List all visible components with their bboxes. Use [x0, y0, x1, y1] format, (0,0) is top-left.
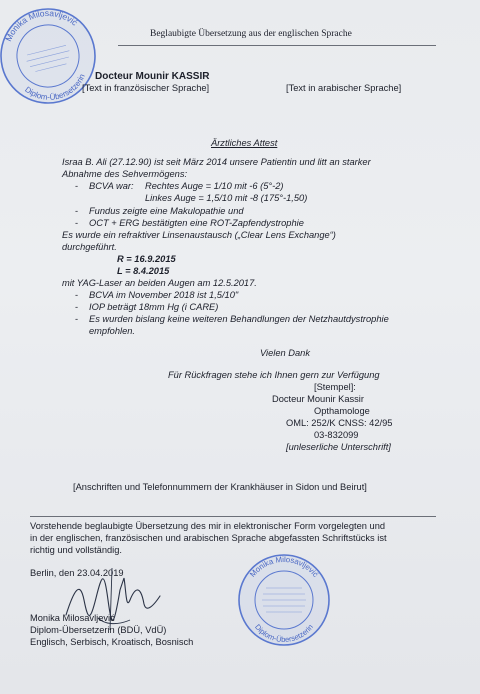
- seal-top-graphic: [0, 0, 111, 119]
- no-treatment-line-1: Es wurden bislang keine weiteren Behandlungen der Netzhautdystrophie: [89, 314, 389, 324]
- header-rule: [118, 45, 436, 46]
- bullet-fundus: -: [75, 206, 79, 216]
- bullet-iop: -: [75, 302, 79, 312]
- translator-languages: Englisch, Serbisch, Kroatisch, Bosnisch: [30, 637, 194, 647]
- bcva-right-eye: Rechtes Auge = 1/10 mit -6 (5°-2): [145, 181, 284, 191]
- bcva-nov-text: BCVA im November 2018 ist 1,5/10": [89, 290, 239, 300]
- translator-seal-top: [0, 0, 111, 119]
- seal-top-upper-text: Monika Milosavljević: [3, 7, 80, 43]
- bcva-label: BCVA war:: [89, 181, 134, 191]
- doctor-specialty: Opthamologe: [314, 406, 370, 416]
- thanks-text: Vielen Dank: [260, 348, 310, 358]
- no-treatment-line-2: empfohlen.: [89, 326, 135, 336]
- bcva-left-eye: Linkes Auge = 1,5/10 mit -8 (175°-1,50): [145, 193, 308, 203]
- right-eye-date: R = 16.9.2015: [117, 254, 176, 264]
- seal-bottom-lower-text: Diplom-Übersetzerin: [253, 622, 315, 645]
- questions-text: Für Rückfragen stehe ich Ihnen gern zur Verfügung: [168, 370, 380, 380]
- yag-text: mit YAG-Laser an beiden Augen am 12.5.2017.: [62, 278, 257, 288]
- header-title: Beglaubigte Übersetzung aus der englischen Sprache: [150, 29, 352, 39]
- certification-rule: [30, 516, 436, 517]
- seal-bottom-graphic: [236, 552, 332, 648]
- translator-name: Monika Milosavljević: [30, 613, 115, 623]
- oct-text: OCT + ERG bestätigten eine ROT-Zapfendystrophie: [89, 218, 304, 228]
- doctor-registration: OML: 252/K CNSS: 42/95: [286, 418, 393, 428]
- body-line-1: Israa B. Ali (27.12.90) ist seit März 2014 unsere Patientin und litt an starker: [62, 157, 371, 167]
- bullet-no-treatment: -: [75, 314, 79, 324]
- signature-note: [unleserliche Unterschrift]: [286, 442, 391, 452]
- bullet-bcva: -: [75, 181, 79, 191]
- certification-line-3: richtig und vollständig.: [30, 545, 122, 555]
- seal-bottom-upper-text: Monika Milosavljević: [247, 554, 321, 579]
- addresses-note: [Anschriften und Telefonnummern der Krankhäuser in Sidon und Beirut]: [73, 482, 367, 492]
- rle-line-2: durchgeführt.: [62, 242, 117, 252]
- bullet-oct: -: [75, 218, 79, 228]
- document-title: Ärztliches Attest: [211, 138, 278, 148]
- left-eye-date: L = 8.4.2015: [117, 266, 170, 276]
- iop-text: IOP beträgt 18mm Hg (i CARE): [89, 302, 219, 312]
- certification-line-1: Vorstehende beglaubigte Übersetzung des mir in elektronischer Form vorgelegten und: [30, 521, 386, 531]
- doctor-signature-name: Docteur Mounir Kassir: [272, 394, 364, 404]
- fundus-text: Fundus zeigte eine Makulopathie und: [89, 206, 244, 216]
- doctor-letterhead-name: Docteur Mounir KASSIR: [95, 71, 210, 82]
- place-date: Berlin, den 23.04.2019: [30, 568, 124, 578]
- body-line-2: Abnahme des Sehvermögens:: [62, 169, 188, 179]
- seal-top-lower-text: Diplom-Übersetzerin: [23, 72, 87, 102]
- translator-title: Diplom-Übersetzerin (BDÜ, VdÜ): [30, 625, 167, 635]
- translator-signature: [60, 560, 170, 635]
- note-french-text: [Text in französischer Sprache]: [82, 83, 210, 93]
- bullet-bcva-nov: -: [75, 290, 79, 300]
- certification-line-2: in der englischen, französischen und arabischen Sprache abgefassten Schriftstücks ist: [30, 533, 387, 543]
- note-arabic-text: [Text in arabischer Sprache]: [286, 83, 402, 93]
- rle-line-1: Es wurde ein refraktiver Linsenaustausch („Clear Lens Exchange“): [62, 230, 336, 240]
- doctor-phone: 03-832099: [314, 430, 359, 440]
- stamp-note: [Stempel]:: [314, 382, 356, 392]
- translator-seal-bottom: [236, 552, 332, 648]
